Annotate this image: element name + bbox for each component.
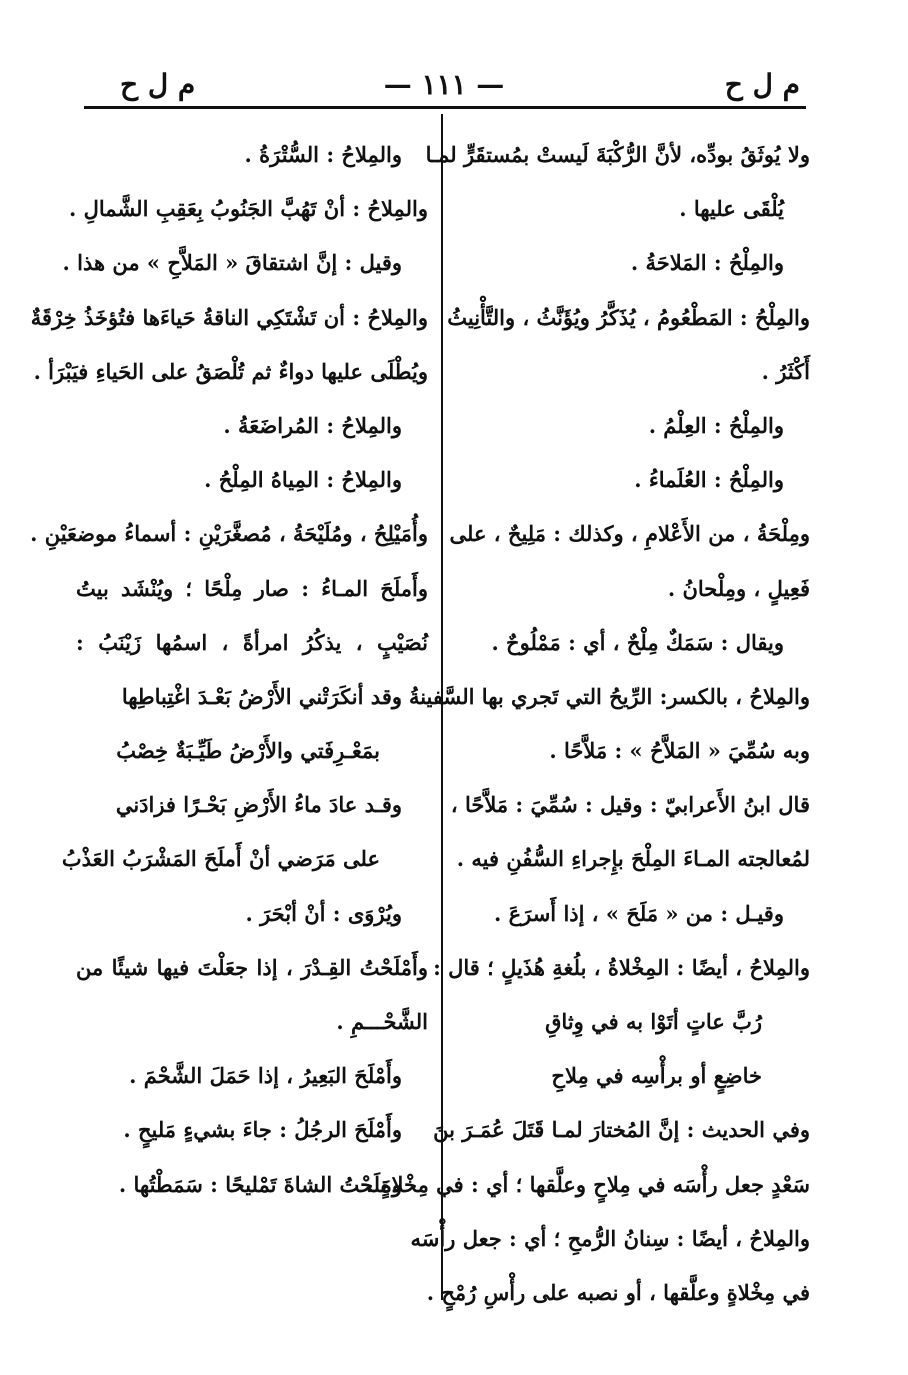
text-line: أَكْثَرُ . (761, 358, 810, 384)
text-line: وقيـل : من « مَلَحَ » ، إذا أَسرَعَ . (493, 900, 784, 926)
text-line: والمِلْحُ : العِلْمُ . (648, 412, 784, 438)
text-line: وأَمْلَحَ البَعِيرُ ، إذا حَمَلَ الشَّحْمَ . (129, 1063, 402, 1089)
text-line: وبه سُمِّيَ « المَلاَّحُ » : مَلاَّحًا . (549, 738, 810, 764)
text-line: وفي الحديث : إنَّ المُختارَ لمـا قَتَلَ عُمَـرَ بنَ (433, 1117, 810, 1143)
verse-line: وقـد عادَ ماءُ الأَرْضِ بَحْـرًا فزادَني (115, 792, 402, 818)
text-line: والمِلاحُ ، أيضًا : سِنانُ الرُّمحِ ؛ أي : جعل رأْسَه (410, 1225, 810, 1251)
running-headword-left: م ل ح (120, 68, 196, 101)
text-line: لمُعالجته المـاءَ المِلْحَ بإِجراءِ السُّفُنِ فيه . (456, 846, 810, 872)
text-line: والمِلاحُ : المِياهُ المِلْحُ . (204, 467, 402, 493)
text-line: فَعِيلٍ ، ومِلْحانُ . (667, 575, 810, 601)
text-line: الشَّحْـــمِ . (336, 1009, 428, 1034)
running-headword-right: م ل ح (724, 68, 800, 101)
left-column (30, 128, 428, 1212)
text-line: والمِلْحُ : المَطْعُومُ ، يُذَكَّرُ ويُؤَنَّثُ ، والتَّأْنِيثُ (447, 304, 810, 330)
verse-line: وقد أنكَرَتْني الأَرْضُ بَعْـدَ اغْتِباطِها (121, 683, 402, 709)
text-line: قال ابنُ الأَعرابيّ : وقيل : سُمِّيَ : مَلاَّحًا ، (450, 792, 810, 818)
text-line: وأَمْلَحَ الرجُلُ : جاءَ بشيءٍ مَليحٍ . (123, 1117, 402, 1143)
verse-line: خاضِعٍ أو برأْسِه في مِلاحِ (551, 1063, 762, 1089)
text-line: يُلْقَى عليها . (679, 196, 784, 222)
text-line: والمِلاحُ : السُّتْرَةُ . (244, 142, 402, 167)
verse-line: بمَعْـرِفَتي والأَرْضُ طَيِّـبَةٌ خِصْبُ (116, 738, 380, 764)
text-line: ومَلَحْتُ الشاةَ تَمْليحًا : سَمَطْتُها . (118, 1171, 402, 1197)
text-line: والمِلاحُ : المُراضَعَةُ . (223, 412, 402, 438)
text-line: والمِلاحُ : أنْ تَهُبَّ الجَنُوبُ بِعَقِبِ الشَّمالِ . (69, 196, 428, 222)
text-line: والمِلاحُ ، بالكسر: الرِّيحُ التي تَجري بها السَّفينةُ ، (394, 683, 810, 709)
text-line: والمِلاحُ : أن تَشْتَكِي الناقةُ حَياءَها فتُؤخَذُ خِرْقَةٌ (30, 304, 428, 330)
text-line: وأَمْلَحْتُ القِـدْرَ ، إذا جعَلْتَ فيها شيئًا من (76, 954, 428, 980)
verse-line: على مَرَضي أنْ أَملَحَ المَشْرَبُ العَذْبُ (61, 846, 380, 872)
text-line: والمِلْحُ : المَلاحَةُ . (630, 250, 784, 276)
text-line: في مِخْلاةٍ وعلَّقها ، أو نصبه على رأْسِ رُمْحٍ . (426, 1279, 810, 1305)
text-line: وأَملَحَ المـاءُ : صار مِلْحًا ؛ ويُنْشَد بيتُ (76, 575, 428, 601)
page-header (84, 62, 804, 106)
text-line: نُصَيْبٍ ، يذكُرُ امرأةً ، اسمُها زَيْنَبُ : (76, 629, 428, 655)
text-line: والمِلْحُ : العُلَماءُ . (634, 467, 784, 493)
verse-line: رُبَّ عاتٍ أتَوْا به في وِثاقِ (545, 1009, 762, 1034)
text-line: والمِلاحُ ، أيضًا : المِخْلاةُ ، بلُغةِ هُذَيلٍ ؛ قال : (433, 954, 810, 980)
header-rule (84, 106, 806, 109)
text-line: سَعْدٍ جعل رأْسَه في مِلاحٍ وعلَّقها ؛ أي : في مِخْلاةٍ . (365, 1171, 810, 1197)
text-line: وأُمَيْلِحُ ، ومُلَيْحَةُ ، مُصغَّرَيْنِ : أسماءُ موضعَيْنِ . (30, 521, 428, 547)
text-line: ويُرْوَى : أنْ أبْحَرَ . (245, 900, 402, 926)
text-line: ويقال : سَمَكٌ مِلْحٌ ، أي : مَمْلُوحٌ . (491, 629, 784, 655)
page-number: — ١١١ — (383, 68, 505, 101)
text-line: ومِلْحَةُ ، من الأَعْلامِ ، وكذلك : مَلِيحٌ ، على (449, 521, 810, 547)
text-line: ولا يُوثَقُ بودِّه، لأنَّ الرُّكْبَةَ لَيستْ بمُستقَرٍّ لمـا (425, 142, 810, 167)
text-line: وقيل : إنَّ اشتقاقَ « المَلاَّحِ » من هذا . (62, 250, 402, 276)
text-line: ويُطْلَى عليها دواءٌ ثم تُلْصَقُ على الحَياءِ فيَبْرَأ . (33, 358, 428, 384)
